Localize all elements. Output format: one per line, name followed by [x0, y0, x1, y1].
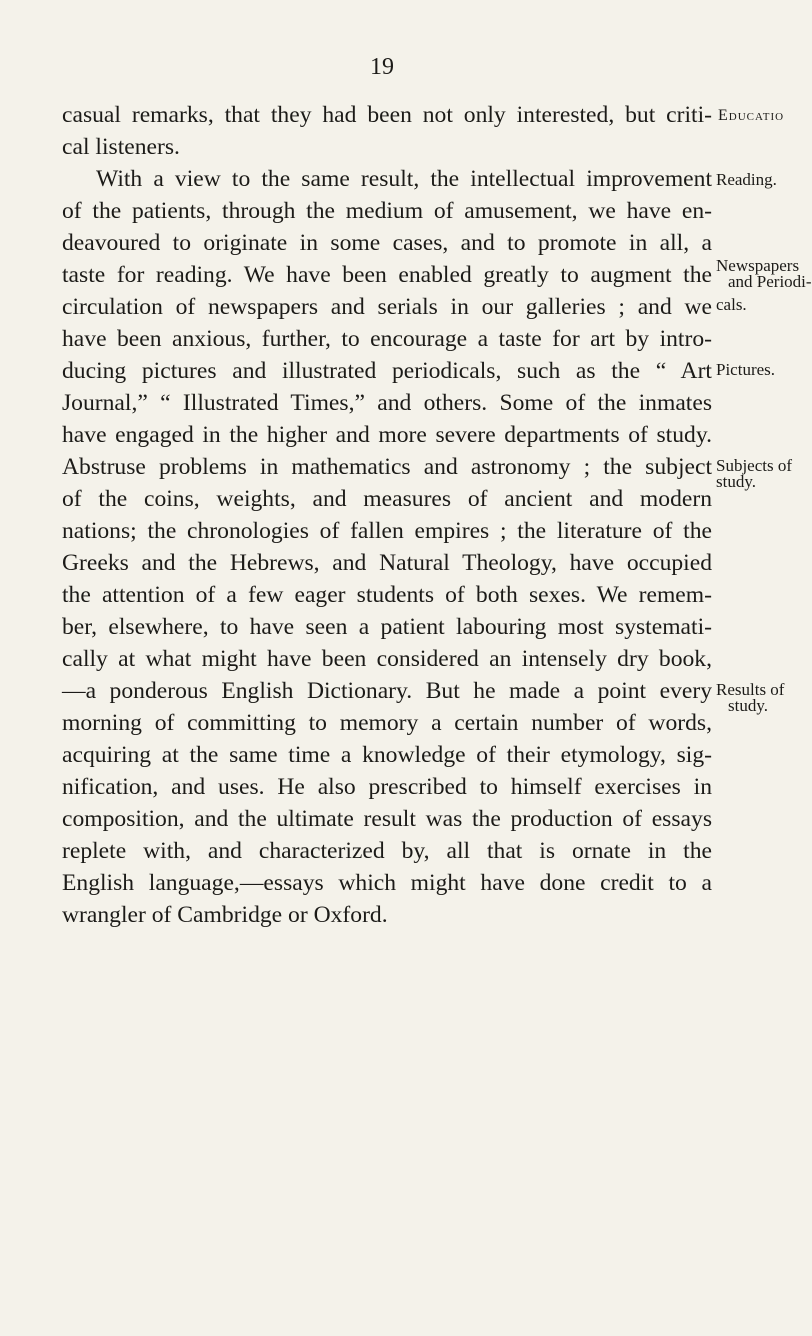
- margin-note-reading: Reading.: [716, 170, 777, 189]
- margin-note-newspapers-line-3: cals.: [716, 295, 747, 314]
- body-line-18: cally at what might have been considered an intensely dry book,: [62, 646, 712, 672]
- body-line-8: have been anxious, further, to encourage a taste for art by intro-: [62, 326, 712, 352]
- body-line-21: acquiring at the same time a knowledge of their etymology, sig-: [62, 742, 712, 768]
- body-line-25: English language,—essays which might have done credit to a: [62, 870, 712, 896]
- body-line-17: ber, elsewhere, to have seen a patient labouring most systemati-: [62, 614, 712, 640]
- body-line-5: deavoured to originate in some cases, and to promote in all, a: [62, 230, 712, 256]
- body-line-3: With a view to the same result, the intellectual improvement: [96, 166, 712, 192]
- body-line-24: replete with, and characterized by, all that is ornate in the: [62, 838, 712, 864]
- body-line-6: taste for reading. We have been enabled greatly to augment the: [62, 262, 712, 288]
- margin-note-newspapers-line-1: Newspapers: [716, 256, 800, 275]
- body-line-15: Greeks and the Hebrews, and Natural Theology, have occupied: [62, 550, 712, 576]
- body-line-26: wrangler of Cambridge or Oxford.: [62, 902, 388, 928]
- body-line-11: have engaged in the higher and more severe departments of study.: [62, 422, 712, 448]
- body-line-10: Journal,” “ Illustrated Times,” and others. Some of the inmates: [62, 390, 712, 416]
- margin-note-education: Educatio: [718, 107, 785, 124]
- body-line-23: composition, and the ultimate result was the production of essays: [62, 806, 712, 832]
- body-line-14: nations; the chronologies of fallen empires ; the literature of the: [62, 518, 712, 544]
- page-number: 19: [370, 54, 394, 80]
- body-line-1: casual remarks, that they had been not only interested, but criti-: [62, 102, 712, 128]
- body-line-13: of the coins, weights, and measures of ancient and modern: [62, 486, 712, 512]
- body-line-19: —a ponderous English Dictionary. But he made a point every: [62, 678, 712, 704]
- body-line-20: morning of committing to memory a certain number of words,: [62, 710, 712, 736]
- margin-note-subjects-line-2: study.: [716, 472, 756, 491]
- margin-note-subjects-line-1: Subjects of: [716, 456, 793, 475]
- margin-note-pictures: Pictures.: [716, 360, 776, 379]
- body-line-2: cal listeners.: [62, 134, 180, 160]
- body-line-16: the attention of a few eager students of both sexes. We remem-: [62, 582, 712, 608]
- margin-note-results-line-2: study.: [728, 696, 768, 715]
- body-line-12: Abstruse problems in mathematics and astronomy ; the subject: [62, 454, 712, 480]
- margin-note-results-line-1: Results of: [716, 680, 785, 699]
- body-line-22: nification, and uses. He also prescribed to himself exercises in: [62, 774, 712, 800]
- body-line-4: of the patients, through the medium of amusement, we have en-: [62, 198, 712, 224]
- body-line-7: circulation of newspapers and serials in our galleries ; and we: [62, 294, 712, 320]
- body-line-9: ducing pictures and illustrated periodicals, such as the “ Art: [62, 358, 712, 384]
- margin-note-newspapers-line-2: and Periodi-: [728, 272, 812, 291]
